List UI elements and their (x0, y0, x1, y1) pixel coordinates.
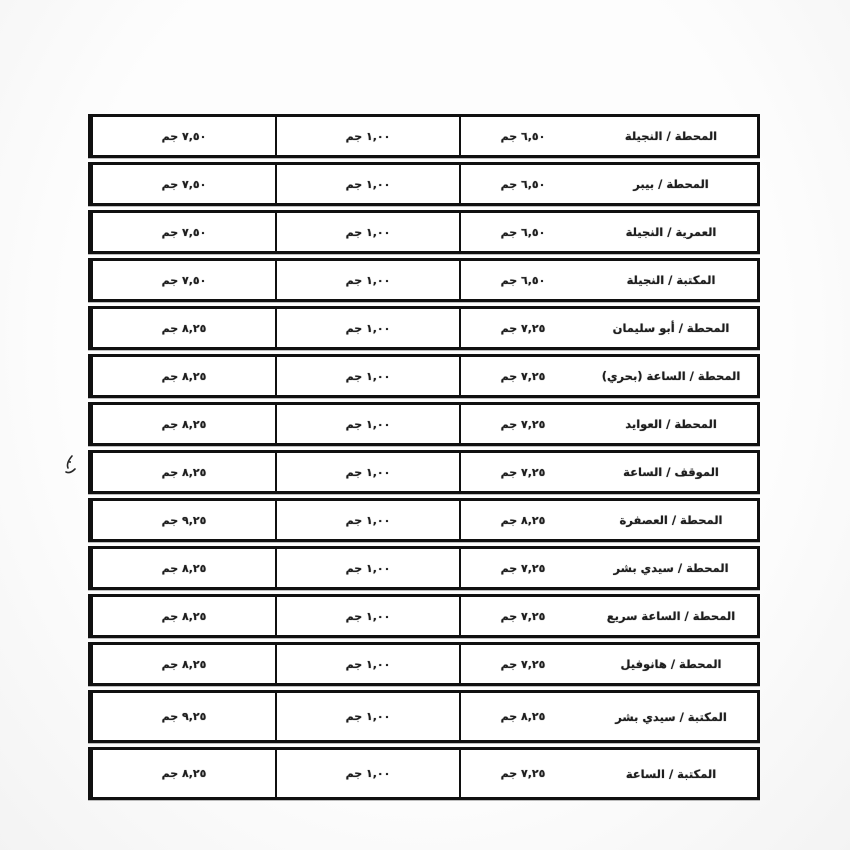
supplement-value: ١,٠٠ جم (345, 225, 391, 239)
fare-cell (459, 213, 585, 251)
station-cell (585, 357, 757, 395)
table-row (88, 498, 760, 542)
supplement-value: ١,٠٠ جم (345, 321, 391, 335)
supplement-cell (275, 501, 459, 539)
total-cell (91, 261, 275, 299)
station-name: المحطة / الساعة (بحري) (601, 369, 741, 383)
supplement-cell (275, 117, 459, 155)
fare-cell (459, 501, 585, 539)
station-name: المحطة / العصفرة (619, 513, 723, 527)
table-row (88, 747, 760, 800)
total-cell (91, 213, 275, 251)
fare-value: ٧,٢٥ جم (500, 657, 546, 671)
station-name: المحطة / بيبر (633, 177, 709, 191)
station-name: المحطة / سيدي بشر (613, 561, 729, 575)
total-value: ٩,٢٥ جم (161, 513, 207, 527)
fare-value: ٦,٥٠ جم (500, 273, 546, 287)
fare-table (88, 114, 760, 800)
table-row (88, 162, 760, 206)
fare-cell (459, 405, 585, 443)
station-name: المحطة / هانوفيل (620, 657, 722, 671)
fare-value: ٧,٢٥ جم (500, 369, 546, 383)
fare-value: ٦,٥٠ جم (500, 177, 546, 191)
fare-value: ٨,٢٥ جم (500, 513, 546, 527)
total-cell (91, 549, 275, 587)
fare-cell (459, 117, 585, 155)
total-cell (91, 693, 275, 740)
total-value: ٨,٢٥ جم (161, 767, 207, 780)
total-cell (91, 117, 275, 155)
fare-cell (459, 750, 585, 797)
fare-cell (459, 165, 585, 203)
supplement-cell (275, 165, 459, 203)
station-cell (585, 213, 757, 251)
fare-cell (459, 549, 585, 587)
table-row (88, 690, 760, 743)
total-cell (91, 597, 275, 635)
supplement-value: ١,٠٠ جم (345, 657, 391, 671)
fare-cell (459, 357, 585, 395)
supplement-cell (275, 549, 459, 587)
table-row (88, 402, 760, 446)
total-value: ٨,٢٥ جم (161, 321, 207, 335)
supplement-value: ١,٠٠ جم (345, 273, 391, 287)
table-row (88, 546, 760, 590)
fare-value: ٧,٢٥ جم (500, 417, 546, 431)
total-cell (91, 357, 275, 395)
table-row (88, 642, 760, 686)
fare-cell (459, 453, 585, 491)
supplement-cell (275, 645, 459, 683)
station-cell (585, 693, 757, 740)
table-row (88, 450, 760, 494)
supplement-cell (275, 453, 459, 491)
station-name: المحطة / النجيلة (624, 129, 718, 143)
station-cell (585, 501, 757, 539)
station-name: المكتبة / الساعة (625, 766, 717, 781)
supplement-cell (275, 213, 459, 251)
station-name: الموقف / الساعة (623, 465, 719, 479)
supplement-cell (275, 261, 459, 299)
supplement-cell (275, 357, 459, 395)
fare-value: ٧,٢٥ جم (500, 321, 546, 335)
supplement-value: ١,٠٠ جم (345, 710, 391, 723)
station-name: المكتبة / سيدي بشر (615, 709, 727, 724)
fare-cell (459, 645, 585, 683)
total-value: ٨,٢٥ جم (161, 561, 207, 575)
fare-cell (459, 693, 585, 740)
total-value: ٨,٢٥ جم (161, 417, 207, 431)
station-name: المحطة / العوايد (625, 417, 717, 431)
station-name: المحطة / أبو سليمان (612, 321, 730, 335)
supplement-value: ١,٠٠ جم (345, 417, 391, 431)
supplement-cell (275, 750, 459, 797)
fare-value: ٦,٥٠ جم (500, 225, 546, 239)
fare-value: ٧,٢٥ جم (500, 767, 546, 780)
station-cell (585, 117, 757, 155)
fare-value: ٧,٢٥ جم (500, 609, 546, 623)
total-value: ٩,٢٥ جم (161, 710, 207, 723)
supplement-cell (275, 405, 459, 443)
fare-value: ٦,٥٠ جم (500, 129, 546, 143)
station-cell (585, 165, 757, 203)
supplement-value: ١,٠٠ جم (345, 513, 391, 527)
total-value: ٨,٢٥ جم (161, 657, 207, 671)
supplement-cell (275, 597, 459, 635)
total-cell (91, 309, 275, 347)
station-cell (585, 309, 757, 347)
supplement-value: ١,٠٠ جم (345, 561, 391, 575)
station-cell (585, 261, 757, 299)
supplement-cell (275, 309, 459, 347)
total-cell (91, 645, 275, 683)
table-row (88, 354, 760, 398)
total-value: ٧,٥٠ جم (161, 273, 207, 287)
station-name: المكتبة / النجيلة (626, 273, 716, 287)
supplement-value: ١,٠٠ جم (345, 129, 391, 143)
supplement-value: ١,٠٠ جم (345, 369, 391, 383)
total-value: ٧,٥٠ جم (161, 129, 207, 143)
station-cell (585, 549, 757, 587)
station-cell (585, 453, 757, 491)
supplement-value: ١,٠٠ جم (345, 177, 391, 191)
total-cell (91, 165, 275, 203)
station-name: العمرية / النجيلة (625, 225, 717, 239)
table-row (88, 594, 760, 638)
table-row (88, 114, 760, 158)
station-cell (585, 405, 757, 443)
total-cell (91, 405, 275, 443)
station-cell (585, 645, 757, 683)
total-cell (91, 750, 275, 797)
total-value: ٧,٥٠ جم (161, 225, 207, 239)
fare-value: ٨,٢٥ جم (500, 710, 546, 723)
supplement-value: ١,٠٠ جم (345, 767, 391, 780)
fare-cell (459, 309, 585, 347)
supplement-cell (275, 693, 459, 740)
total-value: ٨,٢٥ جم (161, 609, 207, 623)
station-name: المحطة / الساعة سريع (606, 609, 736, 623)
pen-mark (58, 450, 86, 486)
table-row (88, 210, 760, 254)
supplement-value: ١,٠٠ جم (345, 609, 391, 623)
supplement-value: ١,٠٠ جم (345, 465, 391, 479)
table-row (88, 306, 760, 350)
fare-value: ٧,٢٥ جم (500, 465, 546, 479)
total-value: ٧,٥٠ جم (161, 177, 207, 191)
station-cell (585, 750, 757, 797)
fare-cell (459, 597, 585, 635)
fare-cell (459, 261, 585, 299)
fare-value: ٧,٢٥ جم (500, 561, 546, 575)
table-row (88, 258, 760, 302)
station-cell (585, 597, 757, 635)
total-cell (91, 501, 275, 539)
total-cell (91, 453, 275, 491)
total-value: ٨,٢٥ جم (161, 465, 207, 479)
total-value: ٨,٢٥ جم (161, 369, 207, 383)
